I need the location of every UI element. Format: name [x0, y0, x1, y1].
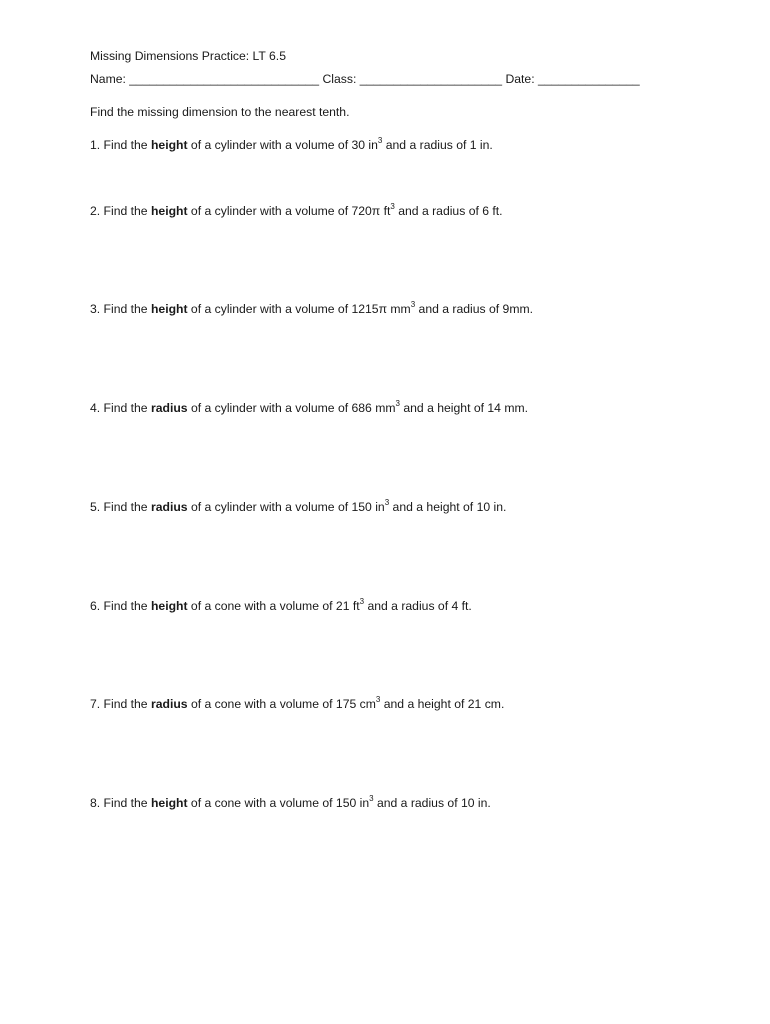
question-suffix: and a height of 10 in. [389, 500, 507, 514]
instructions: Find the missing dimension to the nearest tenth. [90, 105, 350, 119]
question-text: of a cylinder with a volume of 1215π mm [187, 302, 411, 316]
question-prefix: 7. Find the [90, 697, 151, 711]
question-text: of a cone with a volume of 21 ft [187, 599, 360, 613]
class-field: Class: _____________________ [322, 72, 503, 86]
question-6 [90, 598, 472, 614]
question-prefix: 6. Find the [90, 599, 151, 613]
question-keyword: height [150, 302, 188, 316]
exponent: 3 [395, 399, 400, 408]
question-text: of a cone with a volume of 150 in [187, 796, 370, 810]
exponent: 3 [377, 136, 383, 145]
question-keyword: radius [150, 697, 188, 711]
exponent: 3 [359, 597, 365, 606]
question-text: of a cylinder with a volume of 720π ft [187, 204, 391, 218]
exponent: 3 [390, 202, 395, 211]
question-2 [90, 203, 503, 219]
question-keyword: height [150, 138, 188, 152]
question-7 [90, 696, 504, 712]
question-suffix: and a radius of 1 in. [382, 138, 493, 152]
question-suffix: and a radius of 9mm. [415, 302, 534, 316]
question-prefix: 2. Find the [90, 204, 151, 218]
question-suffix: and a radius of 6 ft. [394, 204, 503, 218]
question-1 [90, 137, 493, 153]
exponent: 3 [384, 498, 390, 507]
question-suffix: and a height of 14 mm. [399, 401, 529, 415]
exponent: 3 [375, 695, 381, 704]
question-8 [90, 795, 491, 811]
question-keyword: radius [150, 401, 188, 415]
exponent: 3 [369, 794, 374, 803]
name-field: Name: ____________________________ [90, 72, 320, 86]
question-prefix: 4. Find the [90, 401, 151, 415]
question-prefix: 8. Find the [90, 796, 151, 810]
question-5 [90, 499, 506, 515]
question-prefix: 5. Find the [90, 500, 151, 514]
question-suffix: and a radius of 10 in. [373, 796, 491, 810]
question-4 [90, 400, 528, 416]
question-suffix: and a height of 21 cm. [380, 697, 505, 711]
question-suffix: and a radius of 4 ft. [364, 599, 472, 613]
question-text: of a cylinder with a volume of 30 in [187, 138, 378, 152]
question-keyword: height [150, 204, 188, 218]
question-keyword: radius [150, 500, 188, 514]
question-prefix: 1. Find the [90, 138, 151, 152]
worksheet-title: Missing Dimensions Practice: LT 6.5 [90, 49, 286, 63]
question-keyword: height [150, 796, 188, 810]
question-3 [90, 301, 533, 317]
question-prefix: 3. Find the [90, 302, 151, 316]
date-field: Date: _______________ [505, 72, 640, 86]
student-info-fields [90, 71, 640, 87]
question-text: of a cylinder with a volume of 686 mm [187, 401, 396, 415]
question-text: of a cone with a volume of 175 cm [187, 697, 376, 711]
exponent: 3 [410, 300, 416, 309]
question-text: of a cylinder with a volume of 150 in [187, 500, 385, 514]
question-keyword: height [150, 599, 188, 613]
